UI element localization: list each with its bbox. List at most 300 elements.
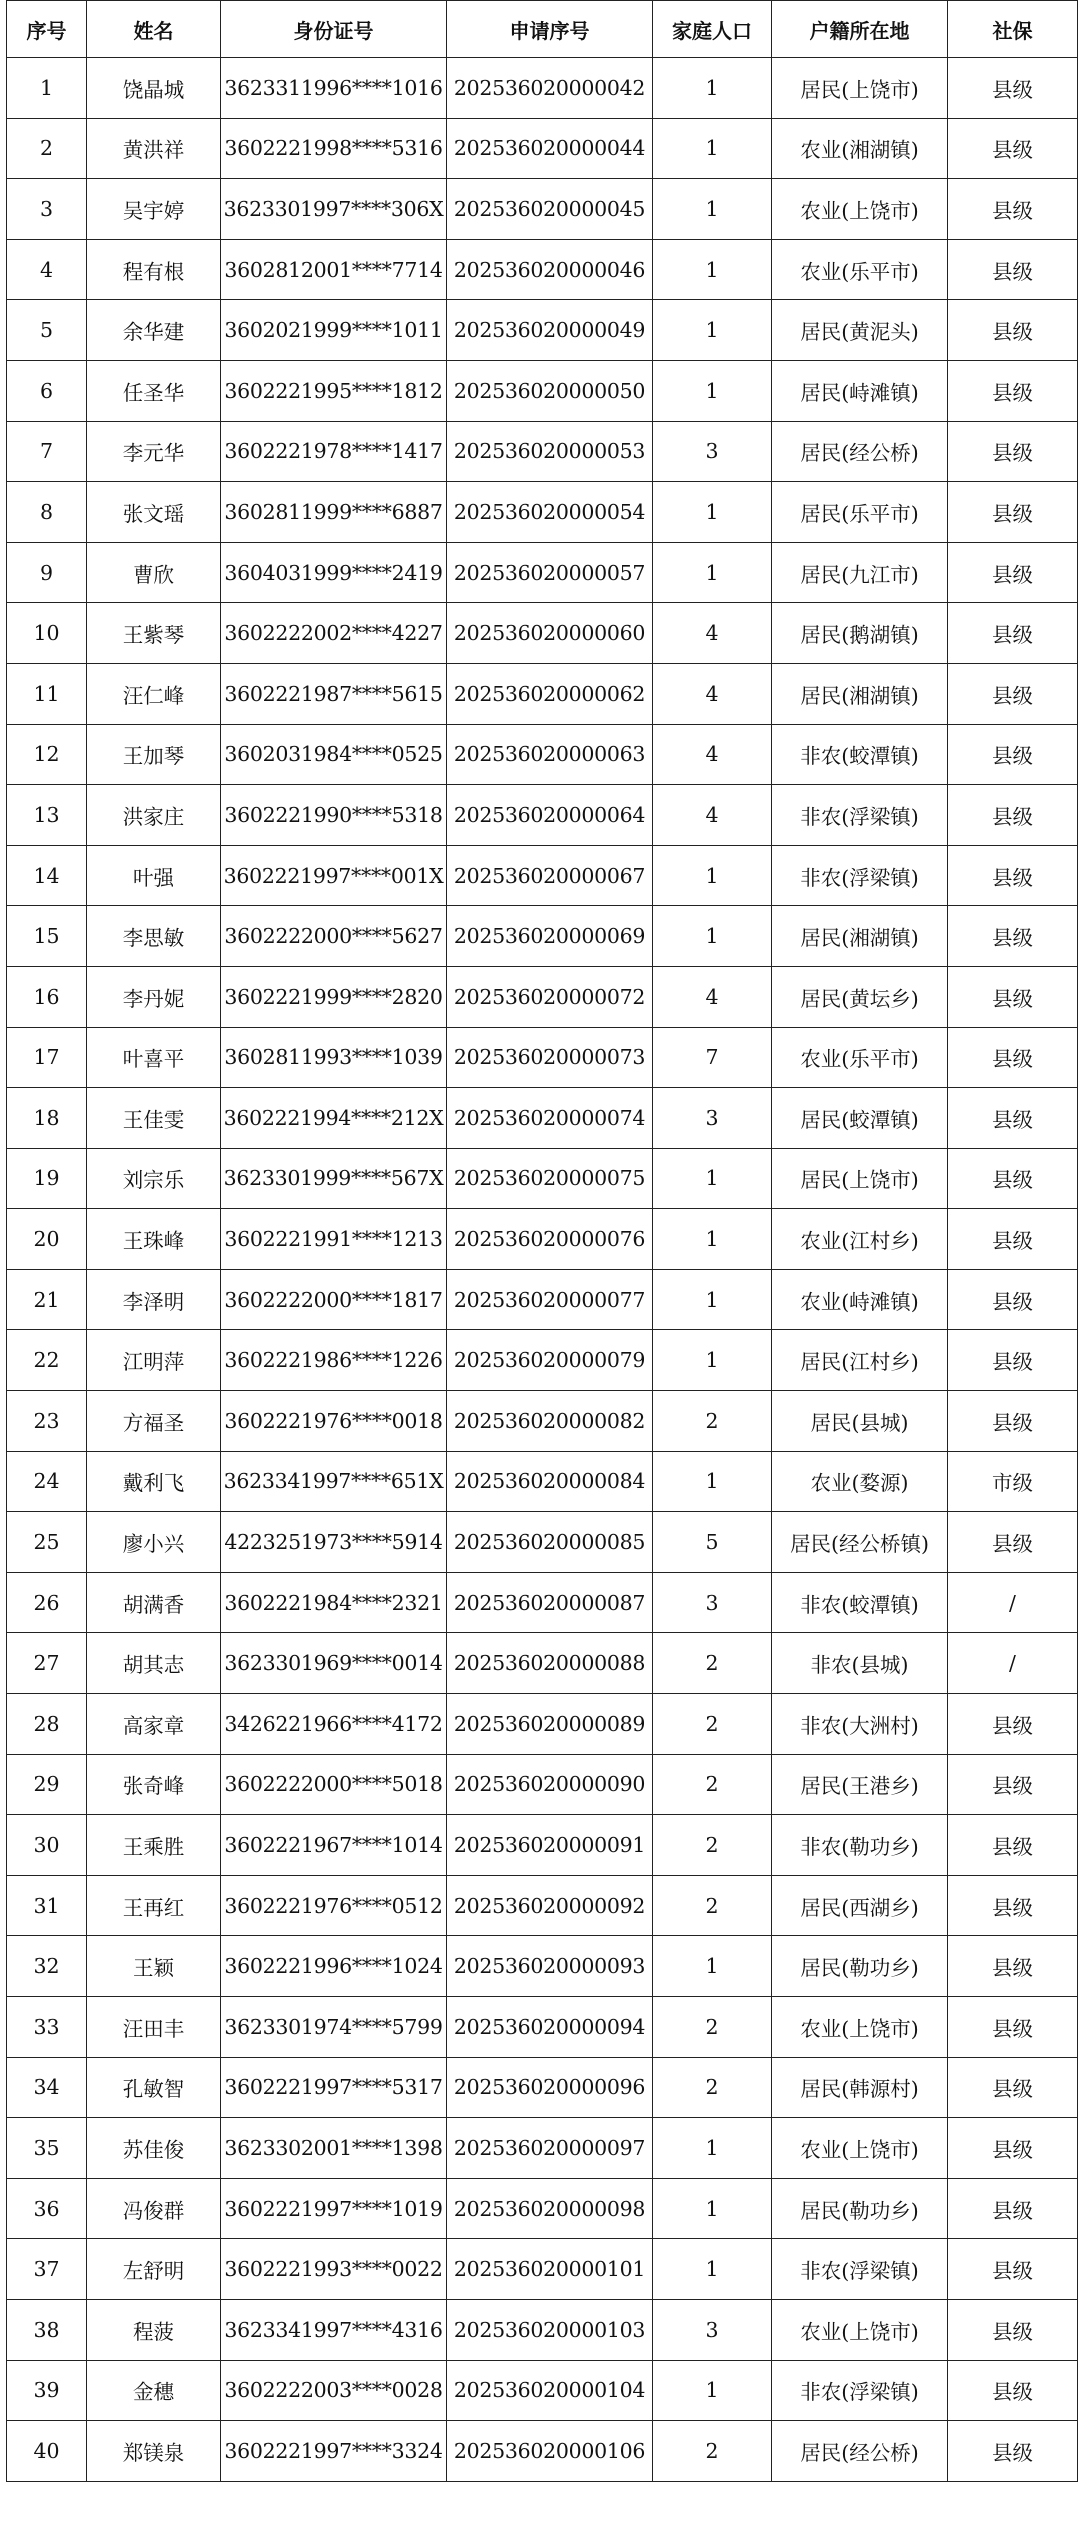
cell-name: 王再红 bbox=[87, 1875, 221, 1936]
cell-household-size: 1 bbox=[653, 542, 772, 603]
cell-name: 李丹妮 bbox=[87, 966, 221, 1027]
cell-name: 廖小兴 bbox=[87, 1512, 221, 1573]
cell-application-number: 202536020000063 bbox=[447, 724, 653, 785]
cell-seq: 24 bbox=[7, 1451, 87, 1512]
cell-name: 冯俊群 bbox=[87, 2178, 221, 2239]
cell-household-size: 1 bbox=[653, 1936, 772, 1997]
cell-social-security: 县级 bbox=[948, 2421, 1078, 2482]
cell-social-security: 县级 bbox=[948, 179, 1078, 240]
cell-household-registration: 居民(江村乡) bbox=[772, 1330, 948, 1391]
cell-id-number: 3602221997****1019 bbox=[221, 2178, 447, 2239]
cell-household-size: 1 bbox=[653, 360, 772, 421]
cell-seq: 17 bbox=[7, 1027, 87, 1088]
cell-id-number: 3602221978****1417 bbox=[221, 421, 447, 482]
cell-name: 左舒明 bbox=[87, 2239, 221, 2300]
cell-name: 王佳雯 bbox=[87, 1088, 221, 1149]
cell-social-security: 县级 bbox=[948, 58, 1078, 119]
cell-household-registration: 农业(江村乡) bbox=[772, 1209, 948, 1270]
cell-household-size: 2 bbox=[653, 1391, 772, 1452]
cell-application-number: 202536020000054 bbox=[447, 482, 653, 543]
table-row bbox=[7, 1633, 1078, 1694]
cell-household-registration: 非农(浮梁镇) bbox=[772, 785, 948, 846]
cell-social-security: 县级 bbox=[948, 1936, 1078, 1997]
table-row bbox=[7, 1572, 1078, 1633]
cell-social-security: 县级 bbox=[948, 1694, 1078, 1755]
table-row bbox=[7, 2118, 1078, 2179]
cell-name: 王颖 bbox=[87, 1936, 221, 1997]
header-name: 姓名 bbox=[87, 1, 221, 58]
cell-social-security: 县级 bbox=[948, 724, 1078, 785]
cell-application-number: 202536020000049 bbox=[447, 300, 653, 361]
cell-household-registration: 非农(浮梁镇) bbox=[772, 2239, 948, 2300]
cell-name: 任圣华 bbox=[87, 360, 221, 421]
table-row bbox=[7, 2178, 1078, 2239]
cell-application-number: 202536020000079 bbox=[447, 1330, 653, 1391]
cell-seq: 6 bbox=[7, 360, 87, 421]
cell-id-number: 3602222002****4227 bbox=[221, 603, 447, 664]
table-row bbox=[7, 2360, 1078, 2421]
cell-social-security: 县级 bbox=[948, 2178, 1078, 2239]
table-row bbox=[7, 360, 1078, 421]
cell-name: 张文瑶 bbox=[87, 482, 221, 543]
header-seq: 序号 bbox=[7, 1, 87, 58]
cell-application-number: 202536020000089 bbox=[447, 1694, 653, 1755]
table-row bbox=[7, 1875, 1078, 1936]
cell-household-size: 1 bbox=[653, 906, 772, 967]
cell-household-registration: 农业(上饶市) bbox=[772, 2299, 948, 2360]
cell-name: 王加琴 bbox=[87, 724, 221, 785]
cell-household-size: 1 bbox=[653, 58, 772, 119]
cell-application-number: 202536020000076 bbox=[447, 1209, 653, 1270]
cell-seq: 40 bbox=[7, 2421, 87, 2482]
cell-name: 叶喜平 bbox=[87, 1027, 221, 1088]
cell-id-number: 3602221997****3324 bbox=[221, 2421, 447, 2482]
header-id-number: 身份证号 bbox=[221, 1, 447, 58]
cell-household-size: 1 bbox=[653, 845, 772, 906]
cell-id-number: 3426221966****4172 bbox=[221, 1694, 447, 1755]
table-row bbox=[7, 2057, 1078, 2118]
cell-social-security: 县级 bbox=[948, 966, 1078, 1027]
cell-seq: 15 bbox=[7, 906, 87, 967]
cell-household-registration: 居民(上饶市) bbox=[772, 58, 948, 119]
cell-name: 孔敏智 bbox=[87, 2057, 221, 2118]
cell-social-security: 县级 bbox=[948, 2360, 1078, 2421]
cell-household-registration: 农业(上饶市) bbox=[772, 1997, 948, 2058]
cell-social-security: 县级 bbox=[948, 1269, 1078, 1330]
cell-household-registration: 非农(县城) bbox=[772, 1633, 948, 1694]
table-row bbox=[7, 1148, 1078, 1209]
cell-social-security: 县级 bbox=[948, 1391, 1078, 1452]
cell-household-registration: 居民(湘湖镇) bbox=[772, 663, 948, 724]
cell-id-number: 3602221984****2321 bbox=[221, 1572, 447, 1633]
applicant-table bbox=[6, 0, 1078, 2482]
cell-household-size: 2 bbox=[653, 1875, 772, 1936]
cell-application-number: 202536020000050 bbox=[447, 360, 653, 421]
cell-seq: 4 bbox=[7, 239, 87, 300]
table-row bbox=[7, 1330, 1078, 1391]
cell-seq: 25 bbox=[7, 1512, 87, 1573]
cell-name: 吴宇婷 bbox=[87, 179, 221, 240]
cell-social-security: 县级 bbox=[948, 1875, 1078, 1936]
cell-social-security: 县级 bbox=[948, 2057, 1078, 2118]
cell-id-number: 3602811999****6887 bbox=[221, 482, 447, 543]
cell-application-number: 202536020000103 bbox=[447, 2299, 653, 2360]
cell-social-security: 县级 bbox=[948, 1754, 1078, 1815]
cell-household-registration: 居民(经公桥) bbox=[772, 2421, 948, 2482]
cell-household-registration: 居民(黄坛乡) bbox=[772, 966, 948, 1027]
cell-name: 程有根 bbox=[87, 239, 221, 300]
cell-social-security: / bbox=[948, 1572, 1078, 1633]
table-row bbox=[7, 239, 1078, 300]
cell-household-size: 7 bbox=[653, 1027, 772, 1088]
cell-id-number: 3602221995****1812 bbox=[221, 360, 447, 421]
cell-social-security: 县级 bbox=[948, 663, 1078, 724]
cell-household-size: 1 bbox=[653, 2178, 772, 2239]
cell-social-security: 县级 bbox=[948, 845, 1078, 906]
cell-household-size: 1 bbox=[653, 1451, 772, 1512]
table-row bbox=[7, 1997, 1078, 2058]
cell-household-registration: 居民(西湖乡) bbox=[772, 1875, 948, 1936]
cell-seq: 39 bbox=[7, 2360, 87, 2421]
cell-seq: 10 bbox=[7, 603, 87, 664]
cell-household-size: 1 bbox=[653, 2239, 772, 2300]
cell-household-size: 2 bbox=[653, 1997, 772, 2058]
cell-id-number: 3602222000****5018 bbox=[221, 1754, 447, 1815]
table-row bbox=[7, 1088, 1078, 1149]
cell-household-registration: 非农(大洲村) bbox=[772, 1694, 948, 1755]
cell-social-security: 县级 bbox=[948, 906, 1078, 967]
cell-household-registration: 居民(勒功乡) bbox=[772, 1936, 948, 1997]
cell-seq: 28 bbox=[7, 1694, 87, 1755]
table-row bbox=[7, 663, 1078, 724]
cell-application-number: 202536020000074 bbox=[447, 1088, 653, 1149]
cell-application-number: 202536020000067 bbox=[447, 845, 653, 906]
cell-name: 饶晶城 bbox=[87, 58, 221, 119]
table-row bbox=[7, 421, 1078, 482]
cell-household-size: 3 bbox=[653, 2299, 772, 2360]
table-row bbox=[7, 2299, 1078, 2360]
cell-name: 余华建 bbox=[87, 300, 221, 361]
cell-seq: 18 bbox=[7, 1088, 87, 1149]
cell-application-number: 202536020000045 bbox=[447, 179, 653, 240]
cell-seq: 16 bbox=[7, 966, 87, 1027]
cell-id-number: 3602222003****0028 bbox=[221, 2360, 447, 2421]
cell-application-number: 202536020000060 bbox=[447, 603, 653, 664]
cell-name: 江明萍 bbox=[87, 1330, 221, 1391]
cell-household-registration: 农业(峙滩镇) bbox=[772, 1269, 948, 1330]
cell-household-registration: 居民(九江市) bbox=[772, 542, 948, 603]
cell-household-registration: 居民(经公桥镇) bbox=[772, 1512, 948, 1573]
cell-application-number: 202536020000087 bbox=[447, 1572, 653, 1633]
cell-application-number: 202536020000075 bbox=[447, 1148, 653, 1209]
cell-household-registration: 居民(蛟潭镇) bbox=[772, 1088, 948, 1149]
cell-household-size: 5 bbox=[653, 1512, 772, 1573]
cell-seq: 35 bbox=[7, 2118, 87, 2179]
cell-seq: 26 bbox=[7, 1572, 87, 1633]
cell-application-number: 202536020000082 bbox=[447, 1391, 653, 1452]
cell-seq: 20 bbox=[7, 1209, 87, 1270]
cell-name: 方福圣 bbox=[87, 1391, 221, 1452]
cell-application-number: 202536020000098 bbox=[447, 2178, 653, 2239]
cell-social-security: 县级 bbox=[948, 421, 1078, 482]
cell-seq: 12 bbox=[7, 724, 87, 785]
cell-id-number: 3602222000****1817 bbox=[221, 1269, 447, 1330]
cell-application-number: 202536020000092 bbox=[447, 1875, 653, 1936]
cell-application-number: 202536020000091 bbox=[447, 1815, 653, 1876]
header-row bbox=[7, 1, 1078, 58]
cell-name: 胡满香 bbox=[87, 1572, 221, 1633]
cell-household-registration: 非农(蛟潭镇) bbox=[772, 1572, 948, 1633]
cell-id-number: 3623301999****567X bbox=[221, 1148, 447, 1209]
cell-seq: 21 bbox=[7, 1269, 87, 1330]
cell-application-number: 202536020000093 bbox=[447, 1936, 653, 1997]
cell-seq: 14 bbox=[7, 845, 87, 906]
cell-application-number: 202536020000062 bbox=[447, 663, 653, 724]
cell-household-registration: 非农(勒功乡) bbox=[772, 1815, 948, 1876]
cell-application-number: 202536020000096 bbox=[447, 2057, 653, 2118]
cell-name: 王紫琴 bbox=[87, 603, 221, 664]
cell-household-size: 2 bbox=[653, 1694, 772, 1755]
cell-household-size: 1 bbox=[653, 118, 772, 179]
cell-household-registration: 非农(浮梁镇) bbox=[772, 845, 948, 906]
cell-id-number: 3602221987****5615 bbox=[221, 663, 447, 724]
table-row bbox=[7, 966, 1078, 1027]
cell-application-number: 202536020000057 bbox=[447, 542, 653, 603]
cell-id-number: 3623341997****651X bbox=[221, 1451, 447, 1512]
table-row bbox=[7, 542, 1078, 603]
cell-household-size: 1 bbox=[653, 1269, 772, 1330]
cell-social-security: 县级 bbox=[948, 2118, 1078, 2179]
cell-name: 胡其志 bbox=[87, 1633, 221, 1694]
cell-id-number: 3602221997****5317 bbox=[221, 2057, 447, 2118]
cell-social-security: 县级 bbox=[948, 542, 1078, 603]
table-row bbox=[7, 1027, 1078, 1088]
cell-id-number: 3602221986****1226 bbox=[221, 1330, 447, 1391]
cell-household-size: 4 bbox=[653, 663, 772, 724]
cell-household-size: 1 bbox=[653, 300, 772, 361]
cell-seq: 23 bbox=[7, 1391, 87, 1452]
table-row bbox=[7, 603, 1078, 664]
table-row bbox=[7, 2239, 1078, 2300]
cell-name: 李元华 bbox=[87, 421, 221, 482]
table-row bbox=[7, 1512, 1078, 1573]
cell-id-number: 3602021999****1011 bbox=[221, 300, 447, 361]
cell-household-size: 1 bbox=[653, 1209, 772, 1270]
cell-id-number: 3602221996****1024 bbox=[221, 1936, 447, 1997]
cell-household-registration: 居民(经公桥) bbox=[772, 421, 948, 482]
cell-household-size: 2 bbox=[653, 1633, 772, 1694]
cell-name: 高家章 bbox=[87, 1694, 221, 1755]
cell-application-number: 202536020000072 bbox=[447, 966, 653, 1027]
cell-application-number: 202536020000088 bbox=[447, 1633, 653, 1694]
cell-seq: 32 bbox=[7, 1936, 87, 1997]
table-row bbox=[7, 1209, 1078, 1270]
table-row bbox=[7, 1391, 1078, 1452]
cell-household-registration: 居民(峙滩镇) bbox=[772, 360, 948, 421]
cell-application-number: 202536020000046 bbox=[447, 239, 653, 300]
cell-id-number: 3623302001****1398 bbox=[221, 2118, 447, 2179]
cell-household-size: 1 bbox=[653, 1330, 772, 1391]
cell-household-registration: 农业(乐平市) bbox=[772, 1027, 948, 1088]
cell-name: 汪田丰 bbox=[87, 1997, 221, 2058]
cell-name: 程菠 bbox=[87, 2299, 221, 2360]
cell-id-number: 3602221994****212X bbox=[221, 1088, 447, 1149]
header-social-security: 社保 bbox=[948, 1, 1078, 58]
table-row bbox=[7, 1269, 1078, 1330]
cell-household-registration: 农业(上饶市) bbox=[772, 2118, 948, 2179]
cell-household-registration: 居民(鹅湖镇) bbox=[772, 603, 948, 664]
cell-seq: 5 bbox=[7, 300, 87, 361]
cell-seq: 8 bbox=[7, 482, 87, 543]
cell-household-registration: 居民(黄泥头) bbox=[772, 300, 948, 361]
cell-application-number: 202536020000090 bbox=[447, 1754, 653, 1815]
cell-social-security: 县级 bbox=[948, 1209, 1078, 1270]
cell-seq: 13 bbox=[7, 785, 87, 846]
table-row bbox=[7, 118, 1078, 179]
cell-application-number: 202536020000053 bbox=[447, 421, 653, 482]
cell-id-number: 3623311996****1016 bbox=[221, 58, 447, 119]
cell-application-number: 202536020000104 bbox=[447, 2360, 653, 2421]
table-body bbox=[7, 58, 1078, 2482]
cell-social-security: 县级 bbox=[948, 785, 1078, 846]
cell-name: 金穗 bbox=[87, 2360, 221, 2421]
cell-seq: 19 bbox=[7, 1148, 87, 1209]
cell-application-number: 202536020000106 bbox=[447, 2421, 653, 2482]
cell-household-size: 1 bbox=[653, 239, 772, 300]
cell-seq: 29 bbox=[7, 1754, 87, 1815]
cell-household-registration: 居民(乐平市) bbox=[772, 482, 948, 543]
cell-social-security: 县级 bbox=[948, 482, 1078, 543]
cell-household-size: 2 bbox=[653, 2421, 772, 2482]
cell-household-size: 4 bbox=[653, 724, 772, 785]
cell-id-number: 3602221997****001X bbox=[221, 845, 447, 906]
cell-name: 戴利飞 bbox=[87, 1451, 221, 1512]
cell-application-number: 202536020000097 bbox=[447, 2118, 653, 2179]
cell-household-size: 3 bbox=[653, 421, 772, 482]
cell-social-security: 县级 bbox=[948, 1815, 1078, 1876]
cell-household-size: 1 bbox=[653, 2118, 772, 2179]
cell-seq: 2 bbox=[7, 118, 87, 179]
cell-household-registration: 非农(浮梁镇) bbox=[772, 2360, 948, 2421]
table-row bbox=[7, 1451, 1078, 1512]
cell-social-security: 县级 bbox=[948, 1148, 1078, 1209]
table-row bbox=[7, 300, 1078, 361]
cell-household-size: 4 bbox=[653, 785, 772, 846]
table-row bbox=[7, 845, 1078, 906]
table-row bbox=[7, 2421, 1078, 2482]
cell-application-number: 202536020000069 bbox=[447, 906, 653, 967]
cell-id-number: 3602221991****1213 bbox=[221, 1209, 447, 1270]
cell-name: 王珠峰 bbox=[87, 1209, 221, 1270]
cell-social-security: 县级 bbox=[948, 1027, 1078, 1088]
cell-household-size: 3 bbox=[653, 1572, 772, 1633]
cell-name: 苏佳俊 bbox=[87, 2118, 221, 2179]
cell-social-security: 县级 bbox=[948, 1997, 1078, 2058]
cell-social-security: 县级 bbox=[948, 118, 1078, 179]
cell-id-number: 3604031999****2419 bbox=[221, 542, 447, 603]
cell-name: 李思敏 bbox=[87, 906, 221, 967]
cell-seq: 7 bbox=[7, 421, 87, 482]
cell-social-security: 县级 bbox=[948, 239, 1078, 300]
cell-household-registration: 居民(勒功乡) bbox=[772, 2178, 948, 2239]
cell-application-number: 202536020000064 bbox=[447, 785, 653, 846]
table-row bbox=[7, 906, 1078, 967]
cell-application-number: 202536020000084 bbox=[447, 1451, 653, 1512]
table-row bbox=[7, 1936, 1078, 1997]
cell-seq: 22 bbox=[7, 1330, 87, 1391]
cell-household-size: 4 bbox=[653, 603, 772, 664]
cell-id-number: 3602221993****0022 bbox=[221, 2239, 447, 2300]
cell-social-security: 县级 bbox=[948, 360, 1078, 421]
cell-application-number: 202536020000042 bbox=[447, 58, 653, 119]
cell-household-registration: 农业(乐平市) bbox=[772, 239, 948, 300]
cell-name: 张奇峰 bbox=[87, 1754, 221, 1815]
cell-social-security: 县级 bbox=[948, 2299, 1078, 2360]
header-household-size: 家庭人口 bbox=[653, 1, 772, 58]
cell-name: 叶强 bbox=[87, 845, 221, 906]
cell-id-number: 3602031984****0525 bbox=[221, 724, 447, 785]
cell-social-security: 县级 bbox=[948, 1088, 1078, 1149]
cell-name: 黄洪祥 bbox=[87, 118, 221, 179]
cell-household-size: 1 bbox=[653, 482, 772, 543]
cell-application-number: 202536020000077 bbox=[447, 1269, 653, 1330]
cell-id-number: 3623301974****5799 bbox=[221, 1997, 447, 2058]
cell-application-number: 202536020000101 bbox=[447, 2239, 653, 2300]
cell-name: 郑镁泉 bbox=[87, 2421, 221, 2482]
cell-application-number: 202536020000085 bbox=[447, 1512, 653, 1573]
cell-social-security: 县级 bbox=[948, 1512, 1078, 1573]
cell-id-number: 4223251973****5914 bbox=[221, 1512, 447, 1573]
cell-seq: 33 bbox=[7, 1997, 87, 2058]
cell-household-size: 2 bbox=[653, 1754, 772, 1815]
cell-household-registration: 非农(蛟潭镇) bbox=[772, 724, 948, 785]
cell-seq: 38 bbox=[7, 2299, 87, 2360]
cell-household-registration: 居民(县城) bbox=[772, 1391, 948, 1452]
cell-id-number: 3623301969****0014 bbox=[221, 1633, 447, 1694]
cell-seq: 1 bbox=[7, 58, 87, 119]
cell-id-number: 3602812001****7714 bbox=[221, 239, 447, 300]
table-row bbox=[7, 482, 1078, 543]
cell-social-security: 县级 bbox=[948, 2239, 1078, 2300]
cell-id-number: 3602221998****5316 bbox=[221, 118, 447, 179]
cell-social-security: 市级 bbox=[948, 1451, 1078, 1512]
table-row bbox=[7, 1815, 1078, 1876]
cell-seq: 9 bbox=[7, 542, 87, 603]
cell-household-registration: 农业(湘湖镇) bbox=[772, 118, 948, 179]
cell-application-number: 202536020000073 bbox=[447, 1027, 653, 1088]
cell-household-registration: 农业(婺源) bbox=[772, 1451, 948, 1512]
header-application-number: 申请序号 bbox=[447, 1, 653, 58]
cell-household-size: 4 bbox=[653, 966, 772, 1027]
table-row bbox=[7, 1694, 1078, 1755]
table-row bbox=[7, 724, 1078, 785]
cell-id-number: 3602221999****2820 bbox=[221, 966, 447, 1027]
cell-name: 汪仁峰 bbox=[87, 663, 221, 724]
cell-name: 李泽明 bbox=[87, 1269, 221, 1330]
cell-application-number: 202536020000094 bbox=[447, 1997, 653, 2058]
cell-id-number: 3602221967****1014 bbox=[221, 1815, 447, 1876]
table-row bbox=[7, 179, 1078, 240]
cell-seq: 31 bbox=[7, 1875, 87, 1936]
cell-social-security: 县级 bbox=[948, 603, 1078, 664]
cell-id-number: 3602222000****5627 bbox=[221, 906, 447, 967]
cell-seq: 30 bbox=[7, 1815, 87, 1876]
cell-household-size: 2 bbox=[653, 1815, 772, 1876]
cell-social-security: / bbox=[948, 1633, 1078, 1694]
cell-social-security: 县级 bbox=[948, 1330, 1078, 1391]
cell-name: 洪家庄 bbox=[87, 785, 221, 846]
header-household-registration: 户籍所在地 bbox=[772, 1, 948, 58]
